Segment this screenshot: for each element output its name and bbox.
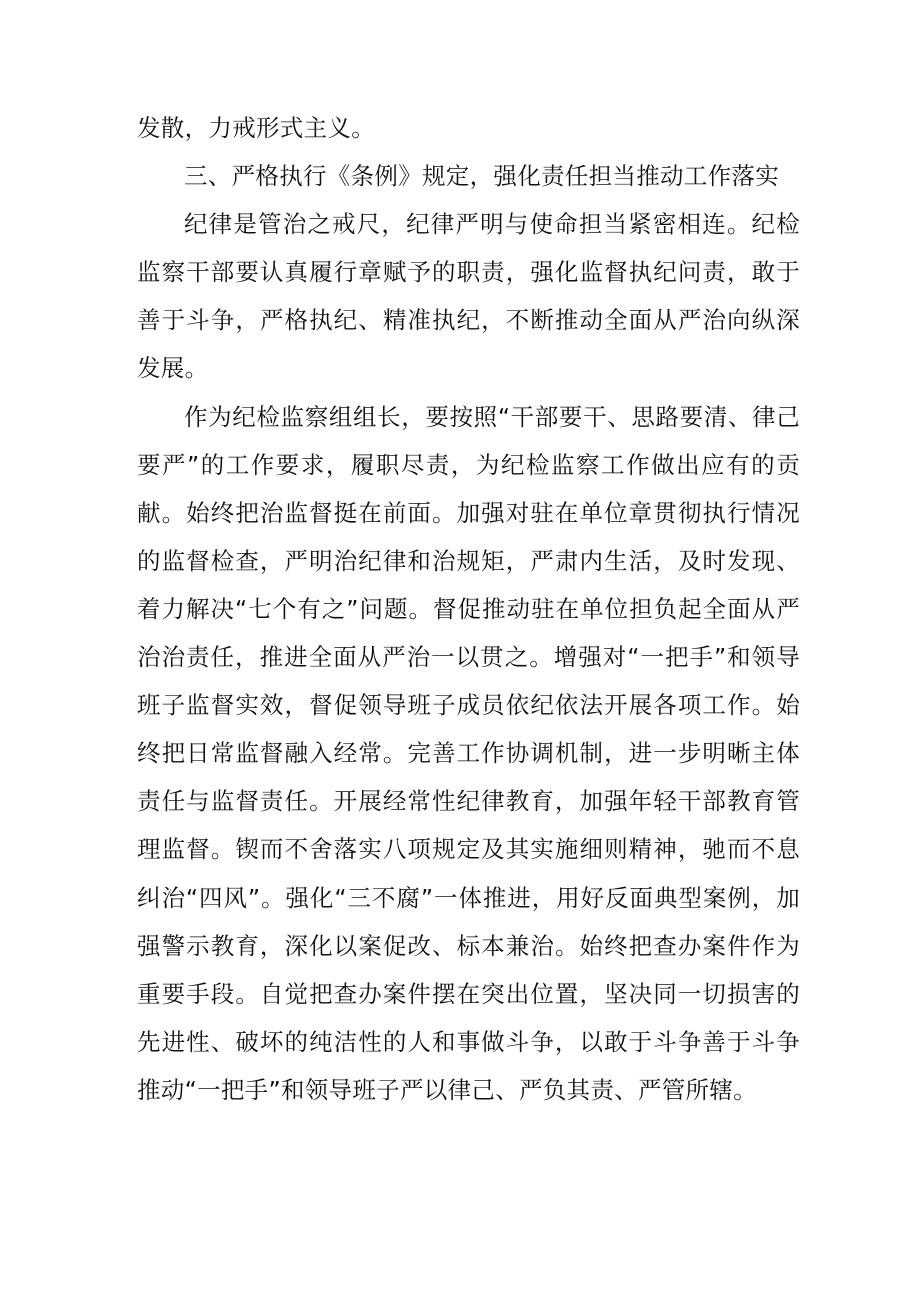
paragraph: 作为纪检监察组组长，要按照“干部要干、思路要清、律己要严”的工作要求，履职尽责，为纪检监察工作做出应有的贡献。始终把治监督挺在前面。加强对驻在单位章贯彻执行情况的监督检查，严明治纪律和治规矩，严肃内生活，及时发现、着力解决“七个有之”问题。督促推动驻在单位担负起全面从严治治责任，推进全面从严治一以贯之。增强对“一把手”和领导班子监督实效，督促领导班子成员依纪依法开展各项工作。始终把日常监督融入经常。完善工作协调机制，进一步明晰主体责任与监督责任。开展经常性纪律教育，加强年轻干部教育管理监督。锲而不舍落实八项规定及其实施细则精神，驰而不息纠治“四风”。强化“三不腐”一体推进，用好反面典型案例，加强警示教育，深化以案促改、标本兼治。始终把查办案件作为重要手段。自觉把查办案件摆在突出位置，坚决同一切损害的先进性、破坏的纯洁性的人和事做斗争，以敢于斗争善于斗争推动“一把手”和领导班子严以律己、严负其责、严管所辖。 (137, 402, 800, 1104)
section-heading: 三、严格执行《条例》规定，强化责任担当推动工作落实 (184, 162, 779, 191)
paragraph-continuation: 发散，力戒形式主义。 (137, 114, 375, 142)
document-body (137, 104, 800, 1114)
paragraph: 纪律是管治之戒尺，纪律严明与使命担当紧密相连。纪检监察干部要认真履行章赋予的职责，强化监督执纪问责，敢于善于斗争，严格执纪、精准执纪，不断推动全面从严治向纵深发展。 (137, 210, 800, 383)
